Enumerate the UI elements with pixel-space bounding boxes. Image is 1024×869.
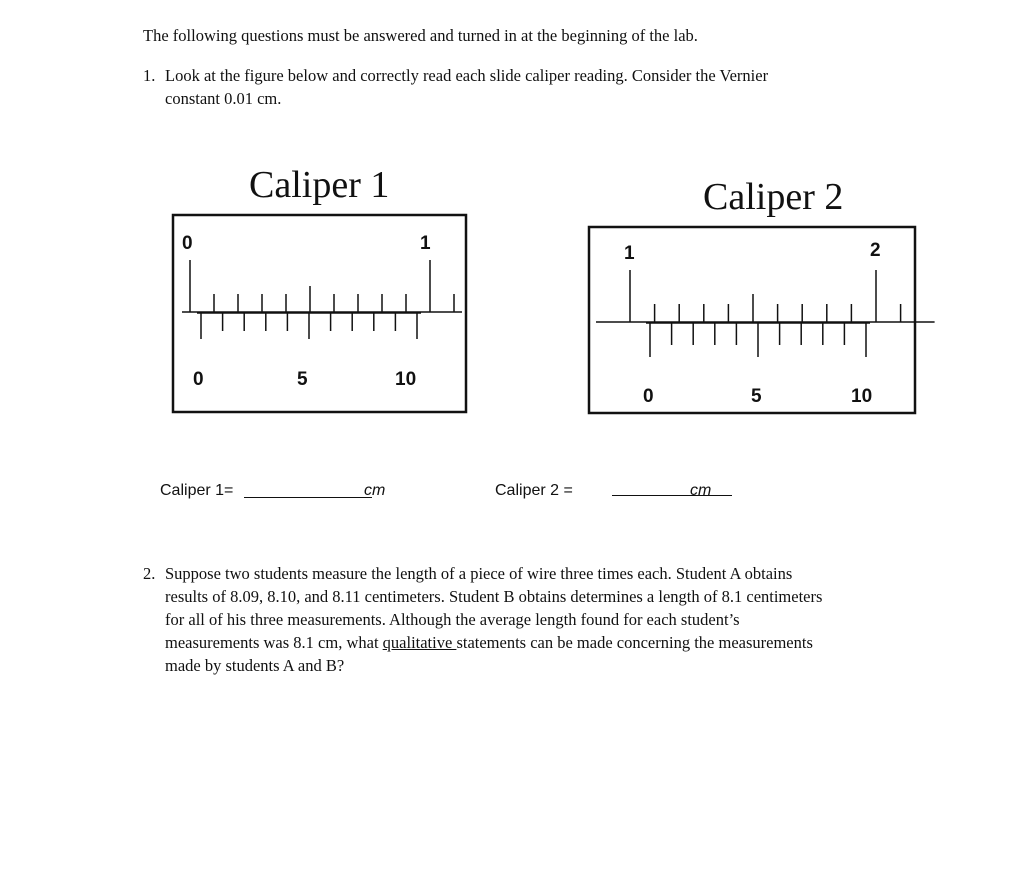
question-2-line: for all of his three measurements. Although the average length found for each student’s [165, 610, 740, 629]
caliper-1-vernier-scale [197, 313, 421, 339]
caliper-1-vernier-label: 0 [193, 369, 204, 390]
question-1-number: 1. [143, 66, 156, 85]
caliper-1-unit: cm [364, 482, 386, 499]
caliper-1-main-scale [182, 260, 462, 312]
caliper-1-answer-blank[interactable] [244, 497, 372, 498]
question-2-line: results of 8.09, 8.10, and 8.11 centimeters. Student B obtains determines a length of 8.1 centimeters [165, 587, 823, 606]
caliper-1-vernier-label: 5 [297, 369, 308, 390]
caliper-1-answer-label: Caliper 1= [160, 482, 234, 499]
question-2-line: made by students A and B? [165, 656, 345, 675]
caliper-2-vernier-label: 0 [643, 386, 654, 407]
question-2-number: 2. [143, 564, 156, 583]
caliper-1-figure [170, 212, 470, 418]
caliper-2-vernier-label: 5 [751, 386, 762, 407]
caliper-2-main-label: 1 [624, 243, 635, 264]
question-2-line [165, 631, 905, 654]
question-1-text [165, 64, 768, 110]
caliper-2-answer-blank[interactable] [612, 495, 732, 496]
caliper-2-unit: cm [690, 482, 712, 499]
caliper-2-main-label: 2 [870, 240, 881, 261]
question-2-line-part: measurements was 8.1 cm, what [165, 633, 383, 652]
caliper-2-title: Caliper 2 [703, 176, 844, 218]
question-2-line-part: statements can be made concerning the measurements [456, 633, 813, 652]
caliper-2-main-scale [596, 270, 935, 322]
question-2-text [165, 562, 905, 677]
caliper-2-figure [586, 224, 918, 416]
caliper-2-answer-label: Caliper 2 = [495, 482, 573, 499]
caliper-1-main-label: 1 [420, 233, 431, 254]
intro-text: The following questions must be answered and turned in at the beginning of the lab. [143, 26, 698, 45]
caliper-2-vernier-label: 10 [851, 386, 873, 407]
question-1-line: Look at the figure below and correctly read each slide caliper reading. Consider the Vernier [165, 66, 769, 85]
caliper-1-title: Caliper 1 [249, 164, 390, 206]
qualitative-underlined-word: qualitative [382, 633, 457, 652]
question-2-line: Suppose two students measure the length of a piece of wire three times each. Student A obtains [165, 564, 793, 583]
caliper-1-main-label: 0 [182, 233, 193, 254]
caliper-2-vernier-scale [646, 323, 870, 357]
caliper-1-vernier-label: 10 [395, 369, 417, 390]
question-1-line: constant 0.01 cm. [165, 89, 282, 108]
